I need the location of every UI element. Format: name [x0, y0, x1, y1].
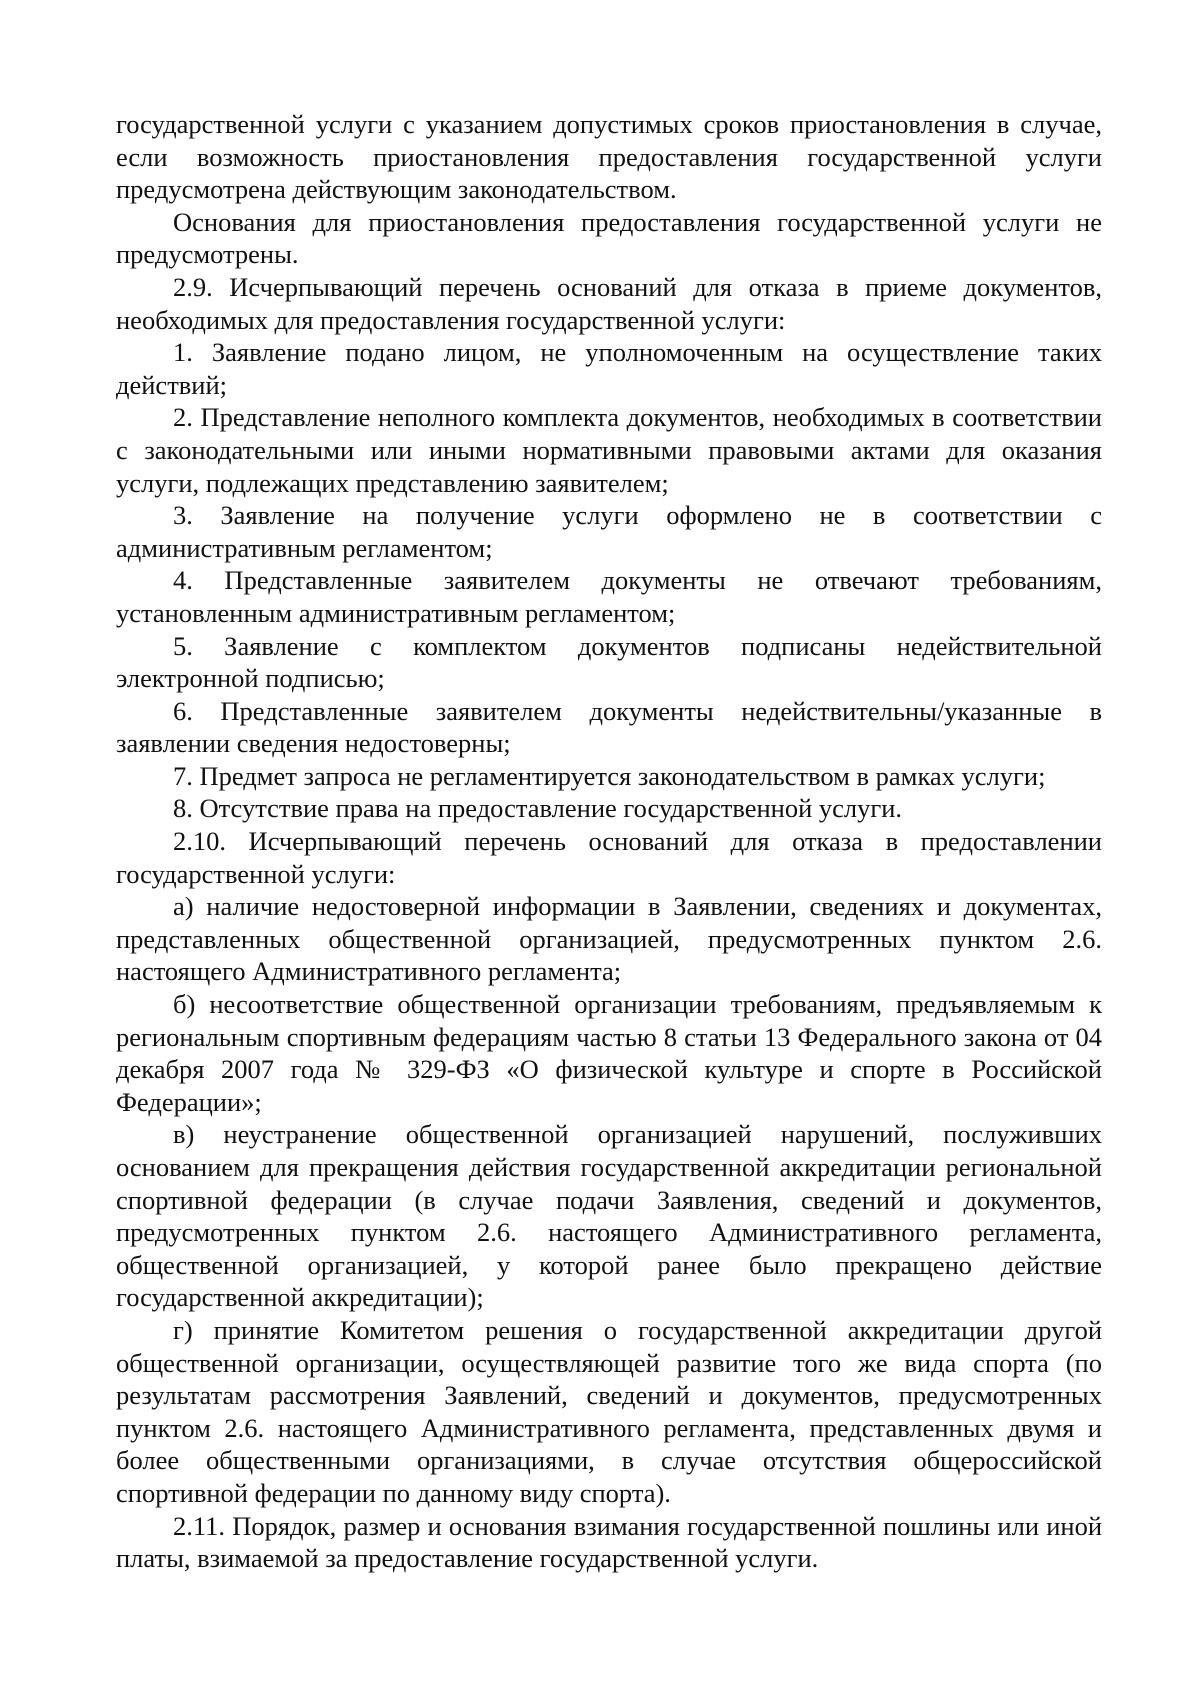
section-2-11-heading: 2.11. Порядок, размер и основания взимания государственной пошлины или иной платы, взимаемой за предоставление государственной услуги.: [116, 1510, 1102, 1574]
list-item-4: 4. Представленные заявителем документы не отвечают требованиям, установленным административным регламентом;: [116, 565, 1102, 628]
paragraph-continuation: государственной услуги с указанием допустимых сроков приостановления в случае, если возможность приостановления предоставления государственной услуги предусмотрена действующим законодательством.: [116, 109, 1102, 205]
list-item-1: 1. Заявление подано лицом, не уполномоченным на осуществление таких действий;: [116, 337, 1102, 400]
section-2-9-heading: 2.9. Исчерпывающий перечень оснований для отказа в приеме документов, необходимых для предоставления государственной услуги:: [116, 271, 1102, 335]
list-item-5: 5. Заявление с комплектом документов подписаны недействительной электронной подписью;: [116, 630, 1102, 694]
section-2-10-heading: 2.10. Исчерпывающий перечень оснований для отказа в предоставлении государственной услуги:: [116, 826, 1102, 889]
list-item-8: 8. Отсутствие права на предоставление государственной услуги.: [173, 793, 903, 824]
list-item-a: а) наличие недостоверной информации в Заявлении, сведениях и документах, представленных общественной организацией, предусмотренных пунктом 2.6. настоящего Административного регламента;: [116, 891, 1102, 987]
paragraph-suspension-grounds: Основания для приостановления предоставления государственной услуги не предусмотрены.: [116, 206, 1102, 270]
list-item-v: в) неустранение общественной организацией нарушений, послуживших основанием для прекращения действия государственной аккредитации региональной спортивной федерации (в случае подачи Заявления, сведений и документов, предусмотренных пунктом 2.6. настоящего Административного регламента, общественной организацией, у которой ранее было прекращено действие государственной аккредитации);: [116, 1119, 1102, 1313]
list-item-7: 7. Предмет запроса не регламентируется законодательством в рамках услуги;: [173, 760, 1046, 791]
list-item-g: г) принятие Комитетом решения о государственной аккредитации другой общественной организации, осуществляющей развитие того же вида спорта (по результатам рассмотрения Заявлений, сведений и документов, предусмотренных пунктом 2.6. настоящего Административного регламента, представленных двумя и более общественными организациями, в случае отсутствия общероссийской спортивной федерации по данному виду спорта).: [116, 1314, 1102, 1508]
list-item-2: 2. Представление неполного комплекта документов, необходимых в соответствии с законодательными или иными нормативными правовыми актами для оказания услуги, подлежащих представлению заявителем;: [116, 402, 1102, 498]
document-page: [116, 108, 1102, 1575]
list-item-6: 6. Представленные заявителем документы недействительны/указанные в заявлении сведения недостоверны;: [116, 695, 1102, 759]
list-item-b: б) несоответствие общественной организации требованиям, предъявляемым к региональным спортивным федерациям частью 8 статьи 13 Федерального закона от 04 декабря 2007 года № 329-ФЗ «О физической культуре и спорте в Российской Федерации»;: [116, 989, 1102, 1117]
list-item-3: 3. Заявление на получение услуги оформлено не в соответствии с административным регламентом;: [116, 500, 1102, 563]
